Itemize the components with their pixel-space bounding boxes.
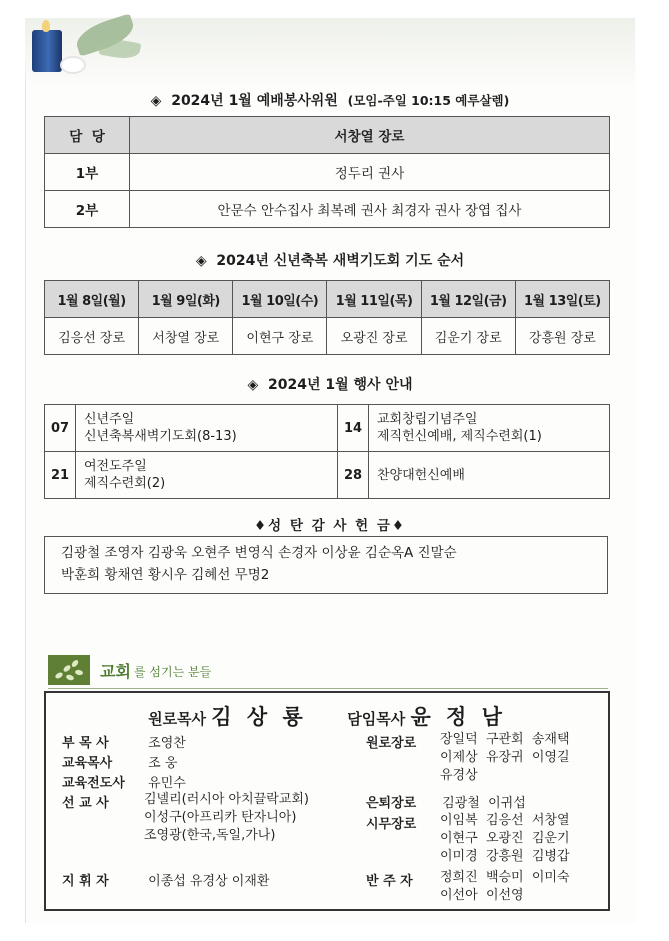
- date-cell: 1월 9일(화): [139, 281, 233, 318]
- diamond-icon: ◈: [247, 377, 259, 393]
- event-day: 28: [338, 452, 369, 499]
- diamond-icon: ◈: [195, 253, 207, 269]
- leader-cell: 서창열 장로: [139, 318, 233, 355]
- prayer-schedule-title: ◈ 2024년 신년축복 새벽기도회 기도 순서: [195, 253, 465, 269]
- heading-rest: 를 섬기는 분들: [134, 665, 212, 679]
- leader-cell: 강흥원 장로: [515, 318, 609, 355]
- date-cell: 1월 10일(수): [233, 281, 327, 318]
- prayer-schedule-table: [44, 280, 610, 355]
- table-row: [45, 318, 610, 355]
- leader-cell: 김운기 장로: [421, 318, 515, 355]
- leader-cell: 김응선 장로: [45, 318, 139, 355]
- table-row: [45, 452, 610, 499]
- thanksgiving-title: ♦성 탄 감 사 헌 금♦: [254, 518, 406, 534]
- date-cell: 1월 8일(월): [45, 281, 139, 318]
- heading-word: 교회: [100, 662, 131, 681]
- leader-cell: 이현구 장로: [233, 318, 327, 355]
- events-title: ◈ 2024년 1월 행사 안내: [247, 377, 413, 393]
- staff-row: 지 휘 자 이종섭 유경상 이재환: [62, 874, 270, 889]
- table-row: [45, 191, 610, 228]
- staff-row: 반 주 자: [366, 874, 413, 889]
- candle-icon: [32, 30, 62, 72]
- date-cell: 1월 11일(목): [327, 281, 421, 318]
- events-table: [44, 404, 610, 499]
- staff-row: 교육목사 조 웅: [62, 756, 178, 771]
- staff-row: 원로장로: [366, 736, 417, 751]
- elder-names: 이임복 김응선 서창열 이현구 오광진 김운기 이미경 강흥원 김병갑: [440, 813, 570, 864]
- event-day: 14: [338, 405, 369, 452]
- elder-names: 장일덕 구관회 송재택 이제상 유장귀 이영길 유경상: [440, 732, 570, 783]
- event-desc: 여전도주일 제직수련회(2): [76, 452, 338, 499]
- diamond-icon: ◈: [150, 93, 162, 109]
- thanksgiving-box: [44, 536, 608, 594]
- event-desc: 신년주일 신년축복새벽기도회(8-13): [76, 405, 338, 452]
- event-desc: 교회창립기념주일 제직헌신예배, 제직수련회(1): [369, 405, 610, 452]
- church-staff-box: [44, 691, 610, 911]
- flower-icon: [62, 58, 84, 72]
- missionary-names: 김넬리(러시아 아치끌락교회) 이성구(아프리카 탄자니아) 조영광(한국,독일,가나): [144, 792, 309, 843]
- divider: [48, 688, 608, 689]
- event-day: 21: [45, 452, 76, 499]
- table-row: [45, 117, 610, 154]
- table-row: [45, 154, 610, 191]
- event-day: 07: [45, 405, 76, 452]
- leader-cell: 오광진 장로: [327, 318, 421, 355]
- staff-row: 부 목 사 조영찬: [62, 736, 186, 751]
- staff-row: 교육전도사 유민수: [62, 776, 186, 791]
- row-label: 2부: [45, 191, 130, 228]
- header-label: 담 당: [45, 117, 130, 154]
- row-value: 정두리 권사: [130, 154, 610, 191]
- row-label: 1부: [45, 154, 130, 191]
- leaf-icon: [48, 655, 90, 685]
- worship-committee-table: [44, 116, 610, 228]
- donor-line: 김광철 조영자 김광욱 오현주 변영식 손경자 이상윤 김순옥A 진말순: [61, 545, 457, 561]
- pastors-line: 원로목사 김 상 룡 담임목사 윤 정 남: [148, 705, 506, 729]
- donor-line: 박훈희 황채연 황시우 김혜선 무명2: [61, 567, 270, 583]
- staff-row: 시무장로: [366, 817, 417, 832]
- header-value: 서창열 장로: [130, 117, 610, 154]
- accompanist-names: 정희진 백승미 이미숙 이선아 이선영: [440, 870, 570, 903]
- row-value: 안문수 안수집사 최복례 권사 최경자 권사 장엽 집사: [130, 191, 610, 228]
- table-row: [45, 405, 610, 452]
- date-cell: 1월 13일(토): [515, 281, 609, 318]
- event-desc: 찬양대헌신예배: [369, 452, 610, 499]
- date-cell: 1월 12일(금): [421, 281, 515, 318]
- table-row: [45, 281, 610, 318]
- staff-row: 선 교 사: [62, 796, 109, 811]
- worship-committee-title: ◈ 2024년 1월 예배봉사위원 (모임-주일 10:15 예루살렘): [150, 93, 510, 109]
- staff-row: 은퇴장로 김광철 이귀섭: [366, 796, 526, 811]
